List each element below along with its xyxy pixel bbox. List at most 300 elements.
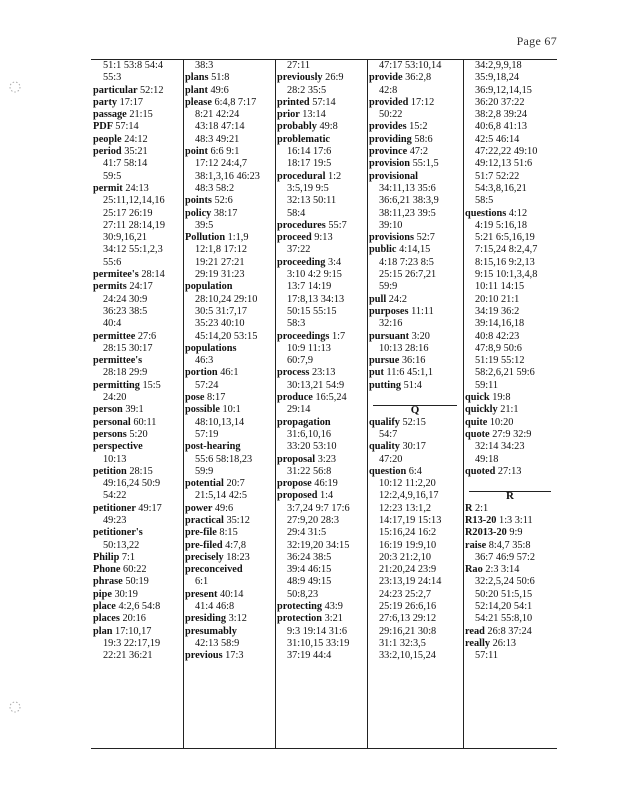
index-term: putting xyxy=(369,379,402,391)
page-refs-continued: 24:24 30:9 xyxy=(103,293,148,305)
page-refs: 2:3 3:14 xyxy=(485,564,520,576)
index-term: Phone xyxy=(93,564,121,576)
page-refs: 60:11 xyxy=(133,416,157,428)
page-refs-continued: 59:5 xyxy=(103,170,122,182)
index-column-5 xyxy=(463,60,557,748)
index-entry xyxy=(183,85,275,97)
index-entry xyxy=(91,146,183,158)
index-entry xyxy=(367,367,463,379)
index-term: points xyxy=(185,195,212,207)
page-refs: 8:15 xyxy=(219,527,238,539)
page-refs-continued: 41:4 46:8 xyxy=(195,601,235,613)
page-refs: 55:1,5 xyxy=(412,158,439,170)
page-refs: 35:12 xyxy=(226,514,250,526)
page-refs-continued: 58:2,6,21 59:6 xyxy=(475,367,535,379)
index-entry xyxy=(463,515,557,527)
index-term: really xyxy=(465,637,490,649)
page-refs-continued: 50:20 51:5,15 xyxy=(475,588,533,600)
index-term: proceeding xyxy=(277,256,326,268)
index-term: provision xyxy=(369,158,411,170)
index-entry xyxy=(367,466,463,478)
page-refs-continued: 58:4 xyxy=(287,207,306,219)
page-refs-continued: 57:11 xyxy=(475,650,499,662)
page-refs-continued: 10:12 11:2,20 xyxy=(379,478,436,490)
page-refs-continued: 10:13 28:16 xyxy=(379,342,429,354)
index-entry xyxy=(183,527,275,539)
index-entry xyxy=(91,466,183,478)
page-refs-continued: 47:20 xyxy=(379,453,403,465)
page-refs-continued: 16:19 19:9,10 xyxy=(379,539,437,551)
index-term: personal xyxy=(93,416,131,428)
page-refs-continued: 34:19 36:2 xyxy=(475,305,520,317)
index-entry xyxy=(183,540,275,552)
page-refs-continued: 59:11 xyxy=(475,379,499,391)
index-term: quite xyxy=(465,416,488,428)
page-refs-continued: 49:18 xyxy=(475,453,499,465)
index-entry xyxy=(91,331,183,343)
page-refs: 6:4,8 7:17 xyxy=(214,96,257,108)
index-term: produce xyxy=(277,392,313,404)
index-entry xyxy=(183,441,275,453)
index-entry xyxy=(183,626,275,638)
index-entry xyxy=(91,576,183,588)
page-refs: 5:20 xyxy=(129,428,148,440)
index-entry xyxy=(91,269,183,281)
index-entry xyxy=(463,208,557,220)
page-refs: 17:17 xyxy=(119,96,144,108)
index-term: passage xyxy=(93,109,127,121)
index-term: presumably xyxy=(185,625,237,637)
page-refs-continued: 39:4 46:15 xyxy=(287,564,332,576)
index-table xyxy=(91,59,557,749)
index-term: places xyxy=(93,613,120,625)
page-refs-continued: 34:12 55:1,2,3 xyxy=(103,244,163,256)
index-term: proposed xyxy=(277,490,318,502)
page-refs-continued: 48:10,13,14 xyxy=(195,416,245,428)
index-term: process xyxy=(277,367,310,379)
page-refs-continued: 29:4 31:5 xyxy=(287,527,327,539)
page-refs: 4:12 xyxy=(508,207,528,219)
page-refs-continued: 36:7 46:9 57:2 xyxy=(475,551,536,563)
index-entry xyxy=(275,454,367,466)
index-entry xyxy=(367,380,463,392)
index-term: purposes xyxy=(369,305,409,317)
page-refs-continued: 25:19 26:6,16 xyxy=(379,601,437,613)
page-refs-continued: 12:1,8 17:12 xyxy=(195,244,248,256)
page-refs: 57:14 xyxy=(312,96,336,108)
page-refs-continued: 27:11 xyxy=(287,60,311,71)
section-letter: Q xyxy=(367,404,463,416)
index-entry xyxy=(91,626,183,638)
index-term: protecting xyxy=(277,601,322,613)
index-entry xyxy=(183,392,275,404)
index-column-1 xyxy=(91,60,184,748)
page-refs: 1:3 3:11 xyxy=(499,514,533,526)
page-refs: 20:7 xyxy=(226,478,245,490)
index-term: permitting xyxy=(93,379,140,391)
page-refs-continued: 48:9 49:15 xyxy=(287,576,332,588)
index-term: proposal xyxy=(277,453,316,465)
page-refs: 3:21 xyxy=(324,613,343,625)
page-refs-continued: 28:15 30:17 xyxy=(103,342,153,354)
page-refs-continued: 20:3 21:2,10 xyxy=(379,551,432,563)
page-refs-continued: 3:7,24 9:7 17:6 xyxy=(287,502,350,514)
index-term: persons xyxy=(93,428,127,440)
index-entry xyxy=(91,355,183,367)
page-refs-continued: 23:13,19 24:14 xyxy=(379,576,442,588)
page-refs-continued: 4:19 5:16,18 xyxy=(475,219,528,231)
index-entry xyxy=(183,613,275,625)
index-term: portion xyxy=(185,367,218,379)
index-entry xyxy=(91,441,183,453)
page-refs-continued: 31:22 56:8 xyxy=(287,465,332,477)
index-term: probably xyxy=(277,121,317,133)
index-entry xyxy=(91,503,183,515)
index-entry xyxy=(91,429,183,441)
page-refs: 35:21 xyxy=(124,146,148,158)
page-refs-continued: 39:10 xyxy=(379,219,403,231)
page-refs-continued: 38:1,3,16 46:23 xyxy=(195,170,260,182)
index-entry xyxy=(91,527,183,539)
page-refs: 17:10,17 xyxy=(115,625,152,637)
index-entry xyxy=(183,503,275,515)
page-refs-continued: 59:9 xyxy=(379,281,398,293)
page-refs-continued: 4:18 7:23 8:5 xyxy=(379,256,434,268)
index-term: permits xyxy=(93,281,127,293)
page-refs: 9:9 xyxy=(509,527,523,539)
index-entry xyxy=(463,503,557,515)
page-refs: 52:12 xyxy=(140,84,164,96)
index-entry xyxy=(463,404,557,416)
index-entry xyxy=(367,331,463,343)
index-term: R2013-20 xyxy=(465,527,507,539)
index-term: previous xyxy=(185,650,223,662)
page-refs: 9:13 xyxy=(314,232,333,244)
page-refs-continued: 38:11,23 39:5 xyxy=(379,207,436,219)
index-entry xyxy=(367,441,463,453)
page-refs-continued: 22:21 36:21 xyxy=(103,650,153,662)
page-refs: 13:14 xyxy=(302,109,326,121)
index-column-3 xyxy=(275,60,368,748)
page-refs-continued: 52:14,20 54:1 xyxy=(475,601,533,613)
index-entry xyxy=(367,232,463,244)
index-term: propagation xyxy=(277,416,331,428)
page-refs-continued: 40:8 42:23 xyxy=(475,330,520,342)
index-entry xyxy=(367,355,463,367)
page-refs: 28:15 xyxy=(129,465,153,477)
index-entry xyxy=(91,564,183,576)
index-entry xyxy=(183,478,275,490)
page-refs-continued: 31:6,10,16 xyxy=(287,428,332,440)
index-term: possible xyxy=(185,404,220,416)
index-term: petition xyxy=(93,465,127,477)
index-term: R13-20 xyxy=(465,514,497,526)
page-refs-continued: 40:4 xyxy=(103,318,122,330)
index-term: permit xyxy=(93,182,123,194)
index-entry xyxy=(367,306,463,318)
page-refs-continued: 45:14,20 53:15 xyxy=(195,330,258,342)
index-entry xyxy=(183,552,275,564)
page-refs: 49:8 xyxy=(319,121,338,133)
index-entry xyxy=(367,72,463,84)
index-entry xyxy=(463,466,557,478)
page-refs: 21:1 xyxy=(500,404,519,416)
index-term: R xyxy=(465,502,473,514)
page-refs-continued: 9:3 19:14 31:6 xyxy=(287,625,348,637)
page-refs-continued: 8:21 42:24 xyxy=(195,109,240,121)
index-entry xyxy=(91,380,183,392)
index-term: pose xyxy=(185,392,205,404)
index-column-2 xyxy=(183,60,276,748)
page-refs: 30:19 xyxy=(114,588,138,600)
page-refs-continued: 28:10,24 29:10 xyxy=(195,293,258,305)
index-term: period xyxy=(93,146,122,158)
index-entry xyxy=(91,552,183,564)
index-term: pursuant xyxy=(369,330,410,342)
index-term: providing xyxy=(369,133,412,145)
page-refs: 3:4 xyxy=(328,256,342,268)
page-refs: 38:17 xyxy=(213,207,238,219)
page-refs-continued: 27:11 28:14,19 xyxy=(103,219,165,231)
page-refs: 4:2,6 54:8 xyxy=(118,601,161,613)
page-refs: 36:16 xyxy=(401,355,426,367)
index-term: pre-filed xyxy=(185,539,223,551)
page-refs: 28:14 xyxy=(141,269,165,281)
page-refs: 1:7 xyxy=(332,330,346,342)
page-refs-continued: 16:14 17:6 xyxy=(287,146,332,158)
index-term: PDF xyxy=(93,121,113,133)
index-term: precisely xyxy=(185,551,224,563)
index-term: read xyxy=(465,625,485,637)
index-entry xyxy=(275,613,367,625)
page-refs: 24:13 xyxy=(125,182,149,194)
page-refs-continued: 24:23 25:2,7 xyxy=(379,588,432,600)
index-entry xyxy=(367,417,463,429)
page-refs-continued: 7:15,24 8:2,4,7 xyxy=(475,244,538,256)
index-term: phrase xyxy=(93,576,123,588)
index-term: person xyxy=(93,404,123,416)
page-refs-continued: 51:19 55:12 xyxy=(475,355,525,367)
page-refs-continued: 57:19 xyxy=(195,428,219,440)
index-entry xyxy=(91,601,183,613)
page-refs-continued: 54:22 xyxy=(103,490,127,502)
index-entry xyxy=(183,367,275,379)
page-refs-continued: 54:3,8,16,21 xyxy=(475,182,527,194)
index-entry xyxy=(367,294,463,306)
index-term: provides xyxy=(369,121,407,133)
index-entry xyxy=(275,134,367,146)
page-refs-continued: 47:8,9 50:6 xyxy=(475,342,522,354)
index-entry xyxy=(91,417,183,429)
index-term: procedures xyxy=(277,219,326,231)
index-entry xyxy=(183,208,275,220)
page-refs: 18:23 xyxy=(226,551,250,563)
page-refs-continued: 17:8,13 34:13 xyxy=(287,293,345,305)
page-refs-continued: 38:2,8 39:24 xyxy=(475,109,528,121)
index-entry xyxy=(367,244,463,256)
index-entry xyxy=(367,171,463,183)
page-refs-continued: 55:6 xyxy=(103,256,122,268)
index-term: petitioner's xyxy=(93,527,143,539)
page-refs-continued: 32:2,5,24 50:6 xyxy=(475,576,535,588)
page-refs: 17:3 xyxy=(225,650,244,662)
index-entry xyxy=(463,527,557,539)
page-refs-continued: 21:5,14 42:5 xyxy=(195,490,248,502)
page-refs-continued: 9:15 10:1,3,4,8 xyxy=(475,269,538,281)
page-refs: 27:13 xyxy=(497,465,522,477)
page-refs: 1:2 xyxy=(328,170,342,182)
page-refs: 26:9 xyxy=(325,72,344,84)
index-entry xyxy=(463,626,557,638)
page-refs: 50:19 xyxy=(125,576,149,588)
page-refs: 52:7 xyxy=(416,232,435,244)
index-entry xyxy=(91,613,183,625)
page-refs-continued: 32:19,20 34:15 xyxy=(287,539,350,551)
page-refs-continued: 50:22 xyxy=(379,109,403,121)
index-entry xyxy=(183,97,275,109)
page-refs-continued: 36:9,12,14,15 xyxy=(475,84,532,96)
page-refs-continued: 28:2 35:5 xyxy=(287,84,327,96)
page-refs: 49:17 xyxy=(138,502,162,514)
index-entry xyxy=(367,146,463,158)
section-letter: R xyxy=(463,490,557,502)
page-refs: 52:15 xyxy=(402,416,426,428)
page-refs-continued: 35:9,18,24 xyxy=(475,72,520,84)
page-refs: 60:22 xyxy=(123,564,147,576)
index-term: procedural xyxy=(277,170,326,182)
page-refs-continued: 47:17 53:10,14 xyxy=(379,60,442,71)
page-refs: 57:14 xyxy=(115,121,139,133)
index-entry xyxy=(275,171,367,183)
page-refs-continued: 34:11,13 35:6 xyxy=(379,182,436,194)
page-refs-continued: 25:15 26:7,21 xyxy=(379,269,437,281)
page-refs-continued: 32:16 xyxy=(379,318,403,330)
page-refs: 6:4 xyxy=(408,465,422,477)
index-term: point xyxy=(185,146,208,158)
page-refs-continued: 5:21 6:5,16,19 xyxy=(475,232,535,244)
page-refs: 20:16 xyxy=(122,613,146,625)
page-refs-continued: 29:14 xyxy=(287,404,311,416)
page-refs: 15:5 xyxy=(142,379,161,391)
page-refs-continued: 27:6,13 29:12 xyxy=(379,613,437,625)
index-entry xyxy=(275,220,367,232)
index-term: plans xyxy=(185,72,209,84)
page-refs: 17:12 xyxy=(410,96,435,108)
index-entry xyxy=(463,564,557,576)
index-entry xyxy=(463,540,557,552)
page-refs-continued: 18:17 19:5 xyxy=(287,158,332,170)
page-refs-continued: 49:12,13 51:6 xyxy=(475,158,533,170)
page-refs-continued: 46:3 xyxy=(195,355,214,367)
index-term: provisions xyxy=(369,232,415,244)
page-refs-continued: 12:23 13:1,2 xyxy=(379,502,432,514)
page-refs: 1:4 xyxy=(320,490,334,502)
page-refs-continued: 42:8 xyxy=(379,84,398,96)
page-refs-continued: 50:15 55:15 xyxy=(287,305,337,317)
index-term: prior xyxy=(277,109,300,121)
page-refs-continued: 39:5 xyxy=(195,219,214,231)
page-refs: 11:6 45:1,1 xyxy=(386,367,433,379)
page-refs-continued: 31:1 32:3,5 xyxy=(379,637,426,649)
index-term: previously xyxy=(277,72,323,84)
page-refs-continued: 37:19 44:4 xyxy=(287,650,332,662)
index-term: quality xyxy=(369,441,400,453)
page-refs-continued: 50:13,22 xyxy=(103,539,140,551)
page-refs-continued: 50:8,23 xyxy=(287,588,319,600)
page-refs-continued: 33:2,10,15,24 xyxy=(379,650,436,662)
page-refs-continued: 24:20 xyxy=(103,392,127,404)
page-refs: 27:6 xyxy=(137,330,157,342)
index-entry xyxy=(275,392,367,404)
index-entry xyxy=(367,97,463,109)
page-refs-continued: 19:3 22:17,19 xyxy=(103,637,161,649)
page-refs: 21:15 xyxy=(129,109,153,121)
index-entry xyxy=(91,183,183,195)
page-refs-continued: 29:19 31:23 xyxy=(195,269,245,281)
page-refs: 51:8 xyxy=(211,72,230,84)
index-entry xyxy=(91,109,183,121)
index-entry xyxy=(91,134,183,146)
index-entry xyxy=(183,232,275,244)
index-term: pull xyxy=(369,293,387,305)
index-entry xyxy=(183,650,275,662)
page-refs: 10:1 xyxy=(222,404,241,416)
blank-line xyxy=(367,392,463,404)
index-entry xyxy=(463,429,557,441)
page-refs: 3:12 xyxy=(228,613,247,625)
page-refs-continued: 33:20 53:10 xyxy=(287,441,337,453)
page-refs-continued: 30:5 31:7,17 xyxy=(195,305,248,317)
page-refs: 40:14 xyxy=(220,588,244,600)
page-refs-continued: 34:2,9,9,18 xyxy=(475,60,522,71)
index-entry xyxy=(275,121,367,133)
index-entry xyxy=(183,146,275,158)
punch-hole-mark xyxy=(8,700,22,714)
index-entry xyxy=(183,589,275,601)
index-term: preconceived xyxy=(185,564,243,576)
page-refs-continued: 21:20,24 23:9 xyxy=(379,564,437,576)
index-column-4 xyxy=(367,60,464,748)
index-term: permittee's xyxy=(93,355,143,367)
page-refs-continued: 41:7 58:14 xyxy=(103,158,148,170)
page-refs: 7:1 xyxy=(121,551,136,563)
index-term: quoted xyxy=(465,465,496,477)
page-refs-continued: 6:1 xyxy=(195,576,209,588)
page-refs: 47:2 xyxy=(409,146,429,158)
index-term: petitioner xyxy=(93,502,136,514)
page-refs: 1:1,9 xyxy=(227,232,249,244)
page-refs-continued: 47:22,22 49:10 xyxy=(475,146,538,158)
index-term: provided xyxy=(369,96,409,108)
index-term: populations xyxy=(185,342,237,354)
index-term: plan xyxy=(93,625,113,637)
page-refs-continued: 35:23 40:10 xyxy=(195,318,245,330)
page-refs-continued: 57:24 xyxy=(195,379,219,391)
page-refs: 11:11 xyxy=(411,305,434,317)
punch-hole-mark xyxy=(8,80,22,94)
index-term: quote xyxy=(465,428,490,440)
index-term: pre-file xyxy=(185,527,217,539)
page-refs-continued: 60:7,9 xyxy=(287,355,314,367)
index-term: people xyxy=(93,133,122,145)
page-refs-continued: 12:2,4,9,16,17 xyxy=(379,490,439,502)
page-refs-continued: 27:9,20 28:3 xyxy=(287,514,340,526)
index-term: place xyxy=(93,601,116,613)
page-refs-continued: 59:9 xyxy=(195,465,214,477)
index-entry xyxy=(275,367,367,379)
page-refs: 52:6 xyxy=(214,195,233,207)
page-refs: 46:1 xyxy=(220,367,239,379)
